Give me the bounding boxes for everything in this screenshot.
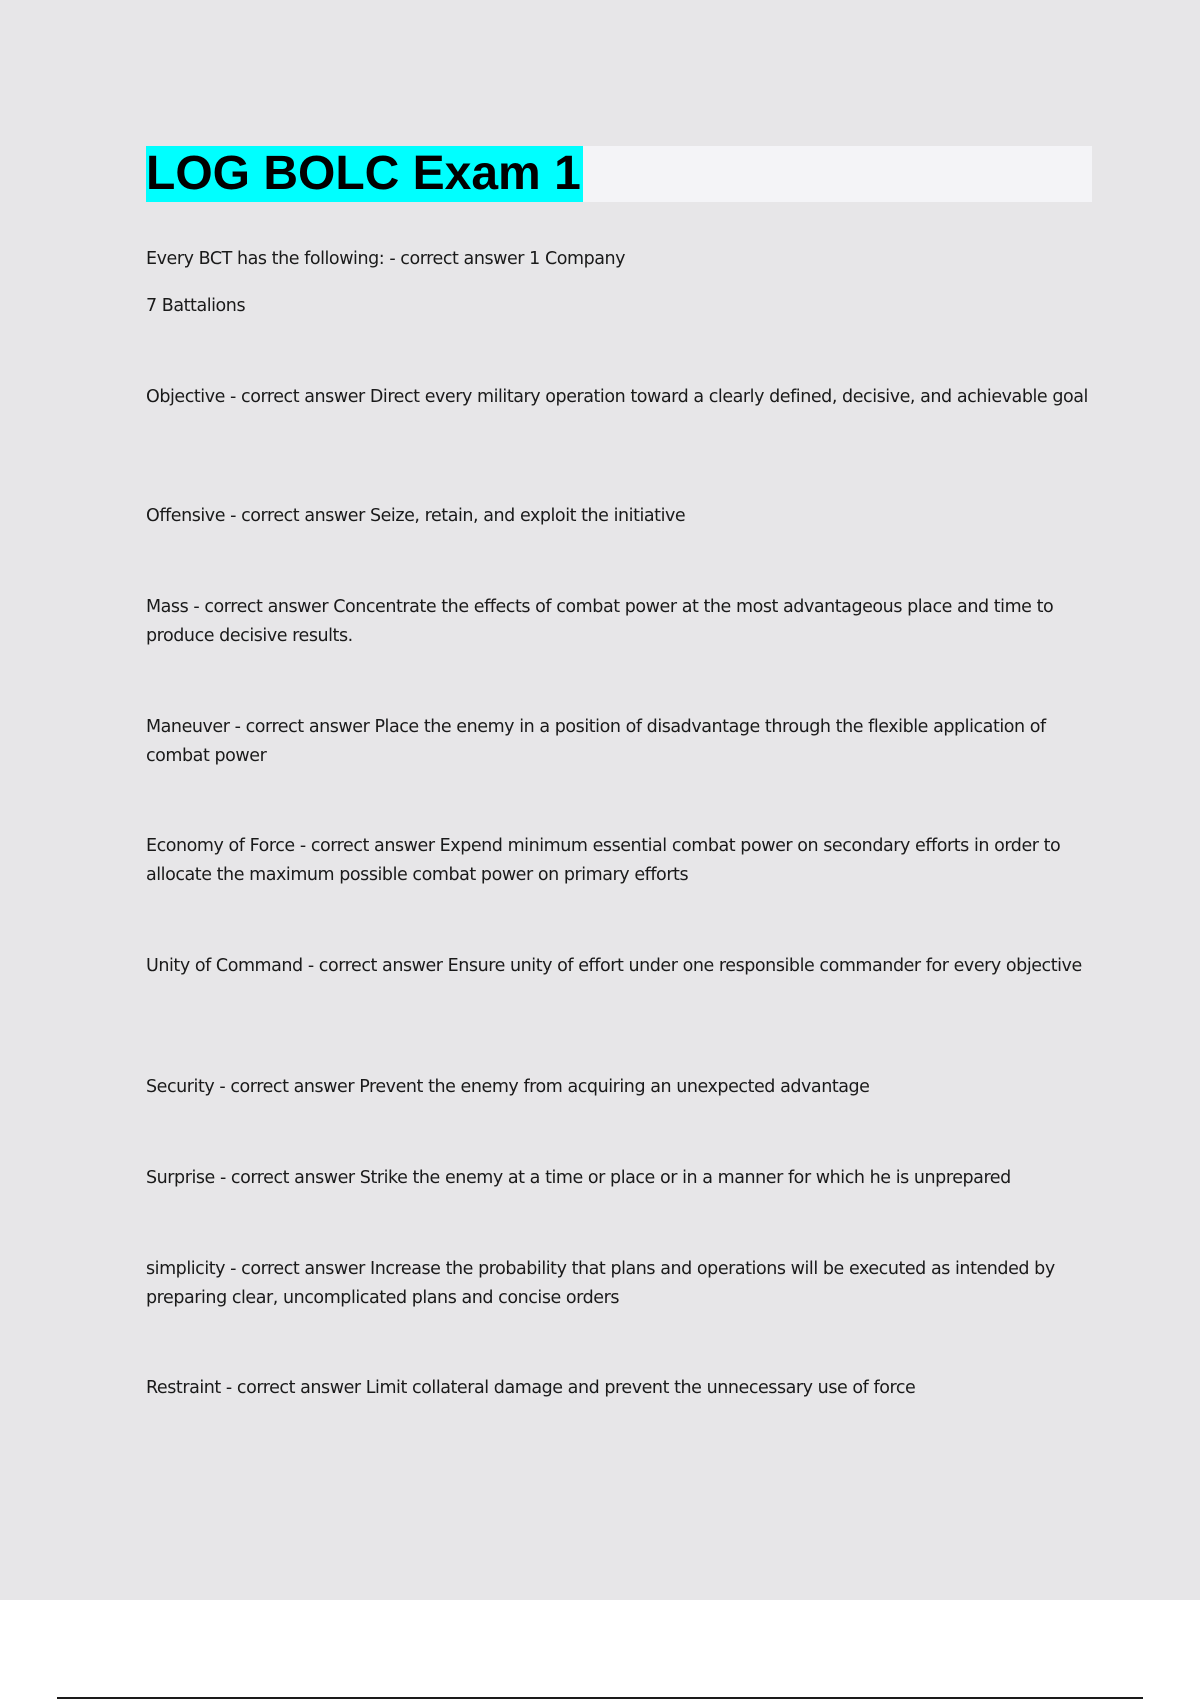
footer-divider [57,1697,1143,1699]
qa-item-economy-of-force: Economy of Force - correct answer Expend minimum essential combat power on secondary efforts in order to allocate the maximum possible combat power on primary efforts [146,836,1061,885]
qa-item-bct: Every BCT has the following: - correct answer 1 Company [146,249,626,269]
qa-item-security: Security - correct answer Prevent the enemy from acquiring an unexpected advantage [146,1077,870,1097]
qa-item-unity-of-command: Unity of Command - correct answer Ensure unity of effort under one responsible commander for every objective [146,956,1082,976]
qa-item-restraint: Restraint - correct answer Limit collateral damage and prevent the unnecessary use of force [146,1378,916,1398]
qa-item-battalions: 7 Battalions [146,296,246,316]
qa-item-maneuver: Maneuver - correct answer Place the enemy in a position of disadvantage through the flexible application of combat power [146,717,1046,766]
qa-item-objective: Objective - correct answer Direct every military operation toward a clearly defined, decisive, and achievable goal [146,387,1088,407]
qa-item-simplicity: simplicity - correct answer Increase the probability that plans and operations will be executed as intended by preparing clear, uncomplicated plans and concise orders [146,1259,1055,1308]
document-title: LOG BOLC Exam 1 [146,147,581,200]
qa-item-offensive: Offensive - correct answer Seize, retain, and exploit the initiative [146,506,686,526]
qa-item-surprise: Surprise - correct answer Strike the enemy at a time or place or in a manner for which he is unprepared [146,1168,1011,1188]
qa-item-mass: Mass - correct answer Concentrate the effects of combat power at the most advantageous place and time to produce decisive results. [146,597,1054,646]
